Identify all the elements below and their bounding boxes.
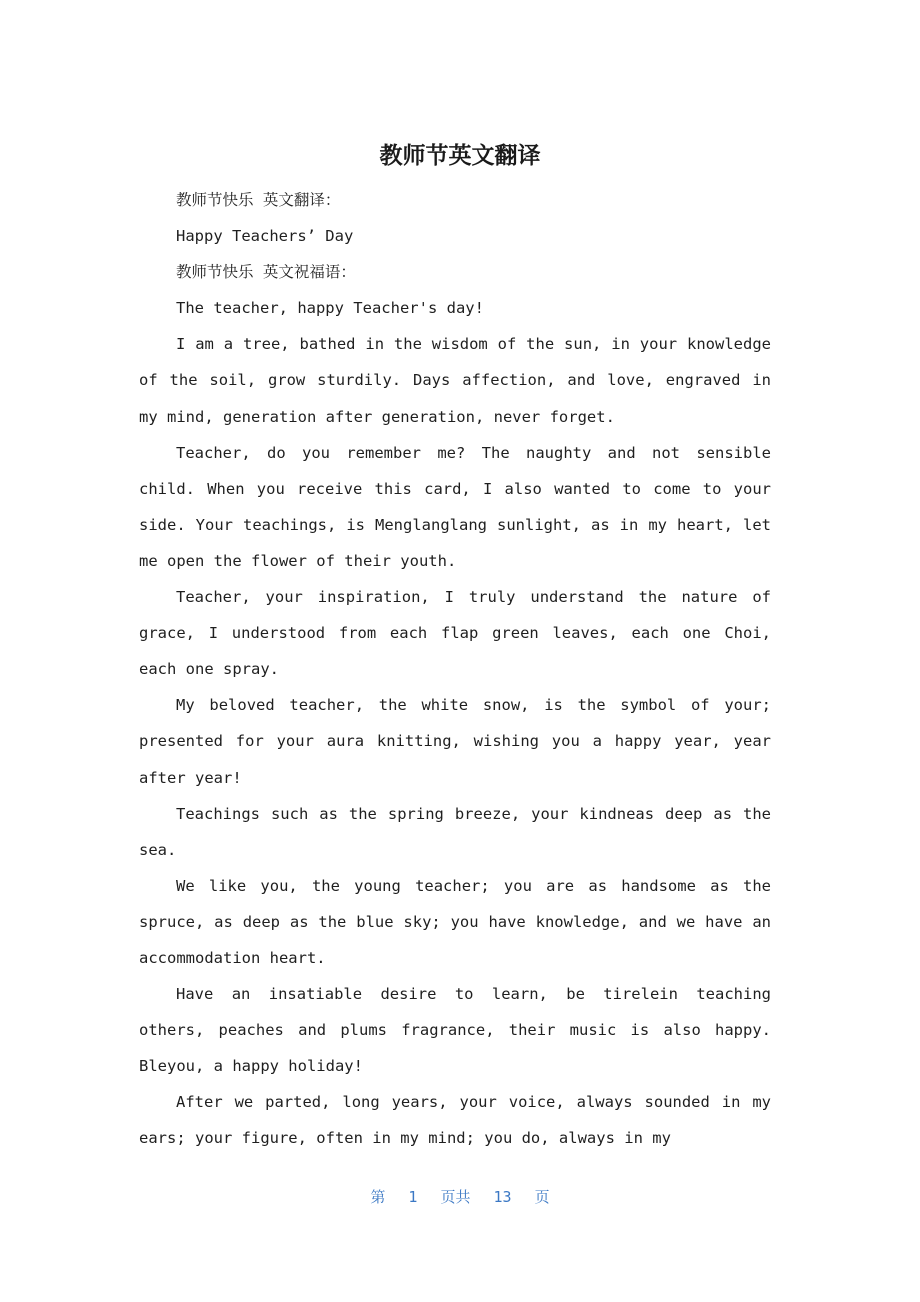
paragraph: The teacher, happy Teacher's day! xyxy=(176,299,484,318)
footer-current-page: 1 xyxy=(408,1188,418,1206)
paragraph: Teacher, do you remember me? The naughty and not sensible child. When you receive this card, I also wanted to come to your side. Your teachings, is Menglanglang sunlight, as in my heart, let me open the flower of their youth. xyxy=(139,443,771,570)
paragraph-heading-greetings: 教师节快乐 英文祝福语： xyxy=(176,263,356,282)
page-footer xyxy=(0,1185,920,1209)
paragraph: We like you, the young teacher; you are as handsome as the spruce, as deep as the blue sky; you have knowledge, and we have an accommodation heart. xyxy=(139,876,771,967)
document-body xyxy=(139,182,771,1157)
paragraph-happy-teachers-day: Happy Teachers’ Day xyxy=(176,227,354,246)
document-title: 教师节英文翻译 xyxy=(379,143,541,169)
paragraph: Teachings such as the spring breeze, your kindneas deep as the sea. xyxy=(139,804,771,859)
paragraph: Teacher, your inspiration, I truly understand the nature of grace, I understood from each flap green leaves, each one Choi, each one spray. xyxy=(139,588,771,679)
paragraph: My beloved teacher, the white snow, is the symbol of your; presented for your aura knitting, wishing you a happy year, year after year! xyxy=(139,696,771,787)
paragraph: Have an insatiable desire to learn, be tirelein teaching others, peaches and plums fragrance, their music is also happy. Bleyou, a happy holiday! xyxy=(139,985,771,1076)
footer-prefix: 第 xyxy=(370,1188,386,1206)
footer-middle: 页共 xyxy=(440,1188,471,1206)
paragraph: After we parted, long years, your voice, always sounded in my ears; your figure, often in my mind; you do, always in my xyxy=(139,1093,771,1148)
footer-total-pages: 13 xyxy=(493,1188,512,1206)
paragraph-heading-translation: 教师节快乐 英文翻译： xyxy=(176,191,341,209)
paragraph: I am a tree, bathed in the wisdom of the sun, in your knowledge of the soil, grow sturdily. Days affection, and love, engraved in my mind, generation after generation, never forget. xyxy=(139,335,771,426)
footer-suffix: 页 xyxy=(534,1188,550,1206)
